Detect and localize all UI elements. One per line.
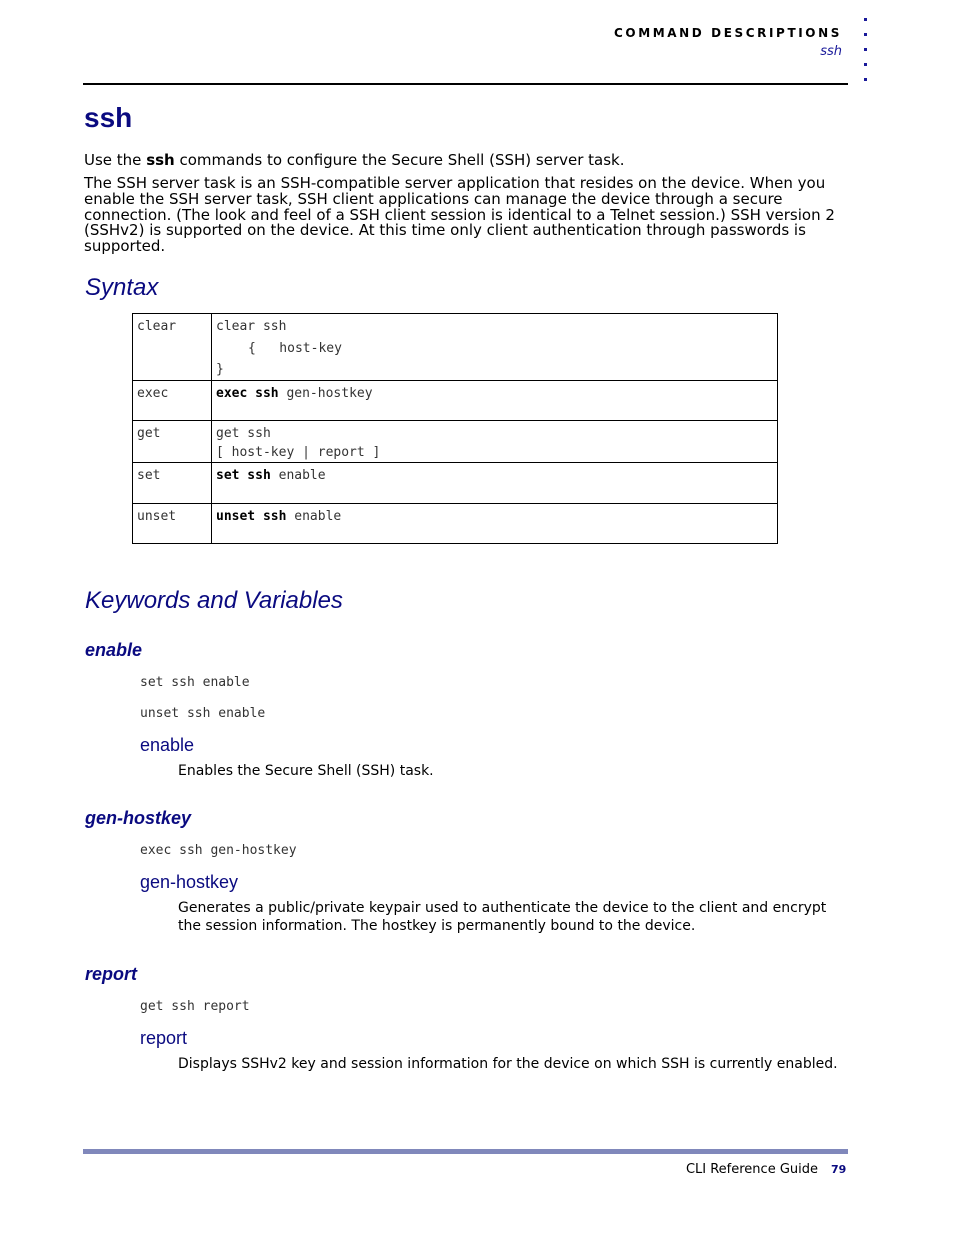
footer-rule — [83, 1149, 848, 1154]
syntax-cmd: exec — [133, 381, 212, 421]
syntax-argument: gen-hostkey — [278, 386, 373, 401]
code-example: set ssh enable — [140, 675, 250, 690]
keyword-heading-gen-hostkey: gen-hostkey — [85, 808, 192, 828]
code-example: get ssh report — [140, 999, 250, 1014]
syntax-line: [ host-key | report ] — [216, 445, 381, 460]
running-header-section: COMMAND DESCRIPTIONS — [613, 26, 842, 40]
syntax-usage — [212, 314, 778, 381]
syntax-row-set — [133, 463, 778, 504]
running-header-subsection: ssh — [820, 44, 842, 59]
syntax-row-unset — [133, 504, 778, 544]
keyword-heading-report: report — [85, 964, 138, 984]
header-rule — [83, 83, 848, 85]
syntax-argument: enable — [270, 468, 326, 483]
footer-page-number: 79 — [831, 1163, 847, 1176]
syntax-keyword: set ssh — [216, 468, 271, 483]
code-example: exec ssh gen-hostkey — [140, 843, 297, 858]
syntax-heading: Syntax — [85, 274, 159, 301]
keywords-heading: Keywords and Variables — [85, 587, 343, 614]
syntax-keyword: unset ssh — [216, 509, 287, 524]
syntax-row-clear — [133, 314, 778, 381]
syntax-line: { host-key — [248, 341, 342, 356]
keyword-heading-enable: enable — [85, 640, 143, 660]
keyword-description-report: Displays SSHv2 key and session information for the device on which SSH is currently enabled. — [178, 1056, 838, 1072]
intro-text-pre: Use the — [84, 151, 147, 169]
keyword-subheading-report: report — [140, 1028, 188, 1048]
syntax-keyword: exec ssh — [216, 386, 279, 401]
syntax-argument: enable — [286, 509, 342, 524]
keyword-subheading-enable: enable — [140, 735, 195, 755]
intro-paragraph — [84, 151, 844, 169]
keyword-description-gen-hostkey: Generates a public/private keypair used to authenticate the device to the client and encrypt the session information. The hostkey is permanently bound to the device. — [178, 900, 827, 934]
syntax-line: clear ssh — [216, 319, 287, 334]
syntax-usage — [212, 421, 778, 463]
syntax-row-exec — [133, 381, 778, 421]
description-paragraph: The SSH server task is an SSH-compatible server application that resides on the device. When you enable the SSH server task, SSH client applications can manage the device through a secure connection. (The look and feel of a SSH client session is identical to a Telnet session.) SSH version 2 (SSHv2) is supported on the device. At this time only client authentication through passwords is supported. — [84, 174, 835, 256]
syntax-cmd: get — [133, 421, 212, 463]
page-title: ssh — [84, 102, 133, 133]
syntax-cmd: set — [133, 463, 212, 504]
syntax-row-get — [133, 421, 778, 463]
syntax-usage — [212, 504, 778, 544]
syntax-usage — [212, 463, 778, 504]
code-example: unset ssh enable — [140, 706, 266, 721]
keyword-subheading-gen-hostkey: gen-hostkey — [140, 872, 239, 892]
syntax-usage — [212, 381, 778, 421]
syntax-cmd: clear — [133, 314, 212, 381]
intro-text-post: commands to configure the Secure Shell (SSH) server task. — [174, 151, 625, 169]
keyword-description-enable: Enables the Secure Shell (SSH) task. — [178, 763, 434, 779]
syntax-cmd: unset — [133, 504, 212, 544]
intro-command-name: ssh — [146, 151, 175, 169]
footer-guide-title: CLI Reference Guide — [685, 1162, 818, 1177]
syntax-line: get ssh — [216, 426, 271, 441]
syntax-table — [132, 313, 778, 544]
syntax-line: } — [216, 362, 224, 377]
